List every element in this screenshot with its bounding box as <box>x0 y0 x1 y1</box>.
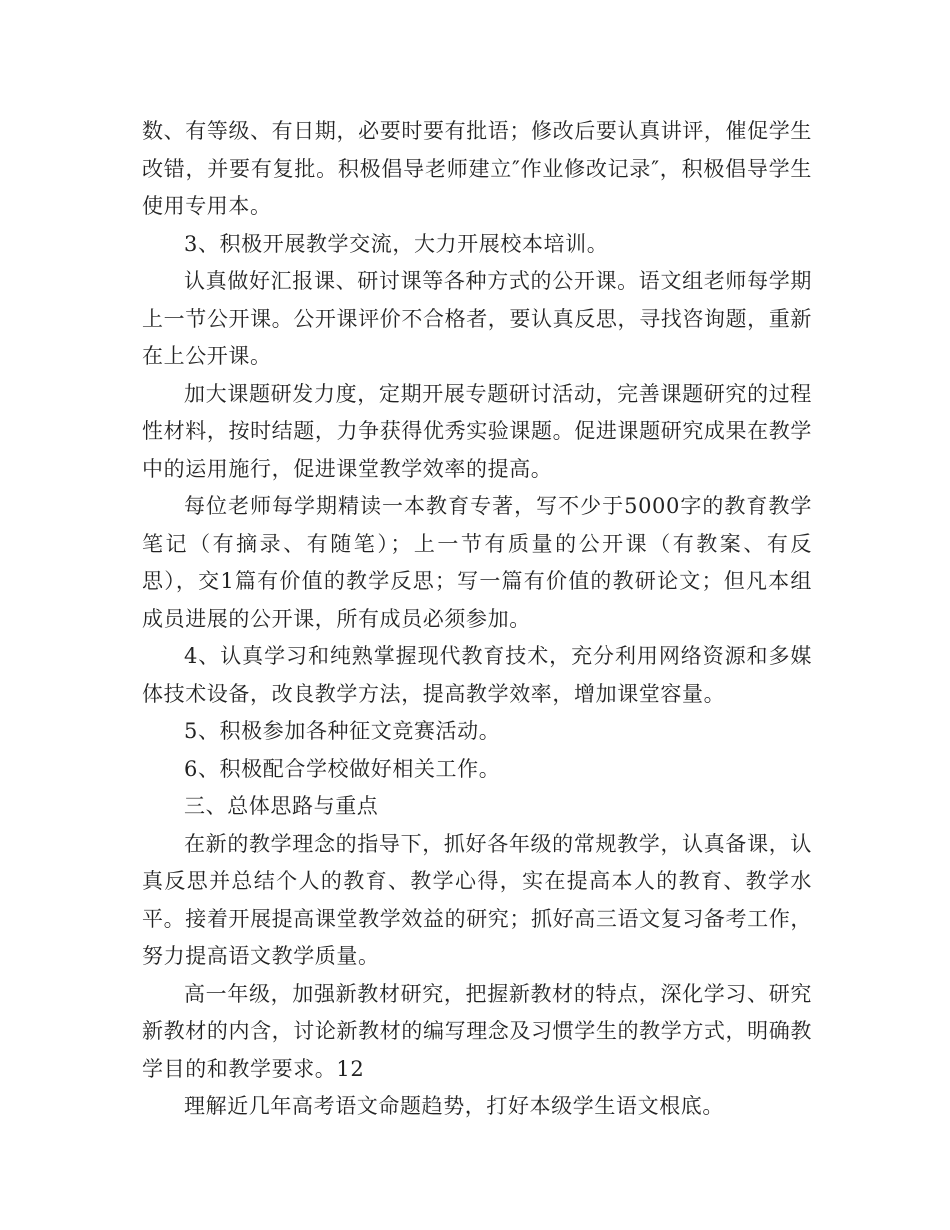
list-item-heading: 6、积极配合学校做好相关工作。 <box>184 756 501 781</box>
paragraph: 认真做好汇报课、研讨课等各种方式的公开课。语文组老师每学期上一节公开课。公开课评价不合格者，要认真反思，寻找咨询题，重新在上公开课。 <box>142 269 812 368</box>
list-item-heading: 5、积极参加各种征文竞赛活动。 <box>184 719 501 743</box>
paragraph: 理解近几年高考语文命题趋势，打好本级学生语文根底。 <box>184 1094 724 1118</box>
section-heading: 三、总体思路与重点 <box>184 794 379 818</box>
paragraph: 每位老师每学期精读一本教育专著，写不少于5000字的教育教学笔记（有摘录、有随笔）；上一节有质量的公开课（有教案、有反思），交1篇有价值的教学反思；写一篇有价值的教研论文；但凡本组成员进展的公开课，所有成员必须参加。 <box>142 494 812 631</box>
document-body <box>142 113 812 1126</box>
paragraph: 数、有等级、有日期，必要时要有批语；修改后要认真讲评，催促学生改错，并要有复批。积极倡导老师建立″作业修改记录″，积极倡导学生使用专用本。 <box>142 119 812 218</box>
paragraph: 在新的教学理念的指导下，抓好各年级的常规教学，认真备课，认真反思并总结个人的教育、教学心得，实在提高本人的教育、教学水平。接着开展提高课堂教学效益的研究；抓好高三语文复习备考工作，努力提高语文教学质量。 <box>142 831 812 968</box>
paragraph: 加大课题研发力度，定期开展专题研讨活动，完善课题研究的过程性材料，按时结题，力争获得优秀实验课题。促进课题研究成果在教学中的运用施行，促进课堂教学效率的提高。 <box>142 381 812 481</box>
list-item-heading: 3、积极开展教学交流，大力开展校本培训。 <box>184 231 609 256</box>
paragraph: 高一年级，加强新教材研究，把握新教材的特点，深化学习、研究新教材的内含，讨论新教材的编写理念及习惯学生的教学方式，明确教学目的和教学要求。12 <box>142 981 812 1081</box>
list-item-heading: 4、认真学习和纯熟掌握现代教育技术，充分利用网络资源和多媒体技术设备，改良教学方法，提高教学效率，增加课堂容量。 <box>142 644 812 706</box>
